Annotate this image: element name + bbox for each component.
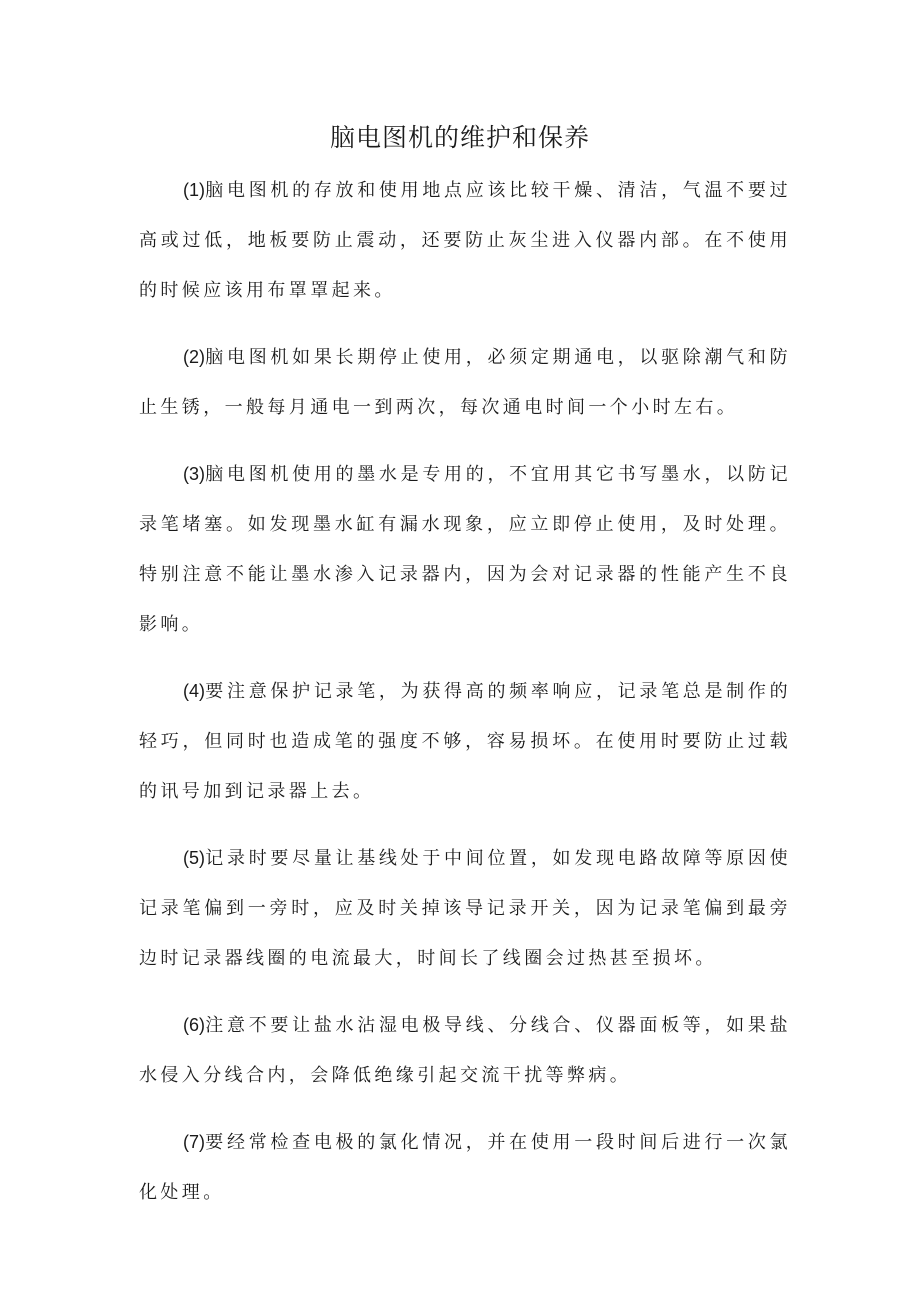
paragraph-3: [139, 449, 791, 650]
paragraph-number: (4): [183, 681, 205, 701]
paragraph-text: 脑电图机使用的墨水是专用的，不宜用其它书写墨水，以防记录笔堵塞。如发现墨水缸有漏水现象，应立即停止使用，及时处理。特别注意不能让墨水渗入记录器内，因为会对记录器的性能产生不良影响。: [139, 464, 791, 635]
paragraph-text: 要经常检查电极的氯化情况，并在使用一段时间后进行一次氯化处理。: [139, 1132, 791, 1203]
paragraph-number: (2): [183, 347, 205, 367]
paragraph-1: [139, 165, 791, 316]
paragraph-number: (3): [183, 464, 205, 484]
paragraph-text: 脑电图机如果长期停止使用，必须定期通电，以驱除潮气和防止生锈，一般每月通电一到两次，每次通电时间一个小时左右。: [139, 347, 791, 418]
paragraph-number: (7): [183, 1132, 205, 1152]
paragraph-text: 注意不要让盐水沾湿电极导线、分线合、仪器面板等，如果盐水侵入分线合内，会降低绝缘引起交流干扰等弊病。: [139, 1015, 791, 1086]
paragraph-text: 脑电图机的存放和使用地点应该比较干燥、清洁，气温不要过高或过低，地板要防止震动，还要防止灰尘进入仪器内部。在不使用的时候应该用布罩罩起来。: [139, 180, 791, 301]
paragraph-6: [139, 1000, 791, 1101]
paragraph-text: 要注意保护记录笔，为获得高的频率响应，记录笔总是制作的轻巧，但同时也造成笔的强度不够，容易损坏。在使用时要防止过载的讯号加到记录器上去。: [139, 681, 791, 802]
paragraph-4: [139, 666, 791, 817]
paragraph-5: [139, 833, 791, 984]
document-title: 脑电图机的维护和保养: [329, 123, 590, 152]
paragraph-2: [139, 332, 791, 433]
paragraph-7: [139, 1117, 791, 1218]
paragraph-number: (5): [183, 848, 205, 868]
paragraph-number: (6): [183, 1015, 205, 1035]
paragraph-text: 记录时要尽量让基线处于中间位置，如发现电路故障等原因使记录笔偏到一旁时，应及时关掉该导记录开关，因为记录笔偏到最旁边时记录器线圈的电流最大，时间长了线圈会过热甚至损坏。: [139, 848, 791, 969]
document-body: [139, 165, 791, 1234]
paragraph-number: (1): [183, 180, 205, 200]
